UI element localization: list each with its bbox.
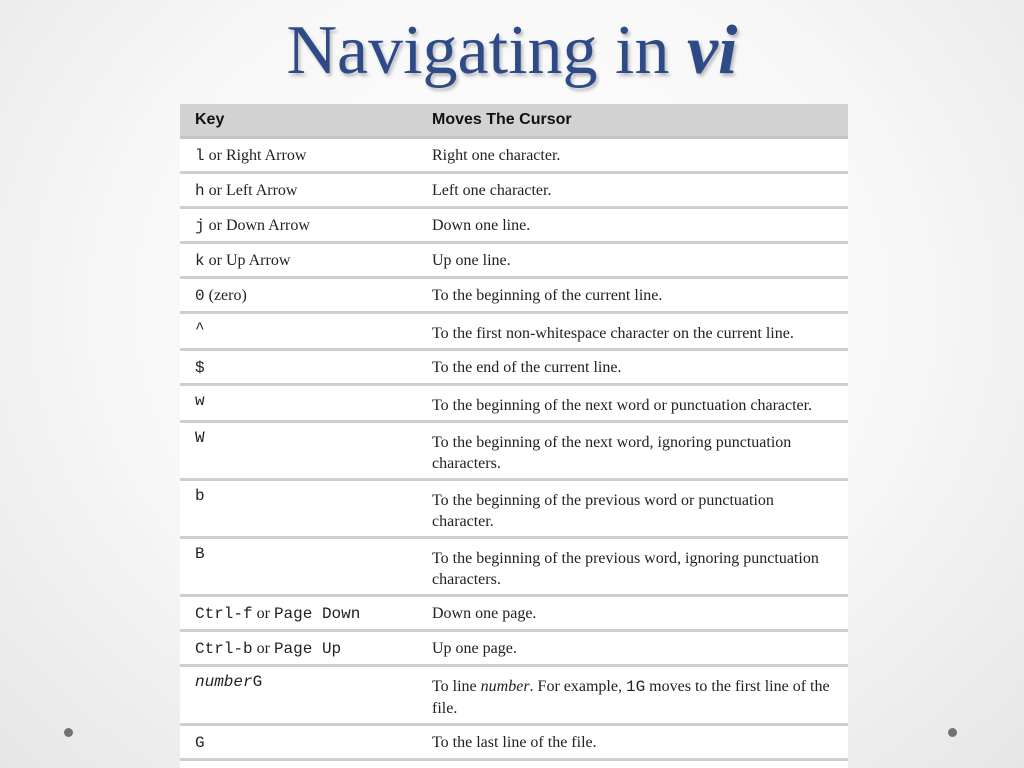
header-moves-the-cursor: Moves The Cursor — [422, 104, 848, 137]
description-text-segment: Down one line. — [432, 216, 531, 234]
table-row — [180, 277, 848, 312]
key-cell — [180, 242, 422, 277]
description-text-segment: Left one character. — [432, 181, 552, 199]
key-text-segment: or Down Arrow — [204, 216, 310, 234]
description-cell — [422, 277, 848, 312]
table-row — [180, 349, 848, 384]
description-cell — [422, 479, 848, 537]
table-row — [180, 630, 848, 665]
description-text-segment: . For example, — [529, 677, 626, 695]
description-cell — [422, 724, 848, 759]
table-row — [180, 384, 848, 421]
key-text-segment: k — [195, 251, 205, 270]
key-text-segment: (zero) — [204, 286, 247, 304]
key-text-segment: or Left Arrow — [204, 181, 298, 199]
key-text-segment: W — [195, 428, 205, 447]
key-text-segment: or — [252, 639, 274, 657]
key-cell — [180, 277, 422, 312]
description-cell — [422, 630, 848, 665]
table-row — [180, 595, 848, 630]
description-text-segment: To the first non-whitespace character on the current line. — [432, 324, 794, 342]
table-row — [180, 207, 848, 242]
key-text-segment: w — [195, 391, 205, 410]
description-text-segment: number — [480, 677, 530, 695]
description-text-segment: 1G — [625, 677, 646, 696]
key-cell — [180, 724, 422, 759]
key-text-segment: ^ — [195, 319, 205, 338]
vi-navigation-table — [180, 104, 848, 761]
table-body — [180, 137, 848, 759]
description-text-segment: To the beginning of the current line. — [432, 286, 663, 304]
table-row — [180, 479, 848, 537]
key-text-segment: h — [195, 181, 205, 200]
key-cell — [180, 421, 422, 479]
key-cell — [180, 349, 422, 384]
key-text-segment: number — [195, 672, 253, 691]
header-key: Key — [180, 104, 422, 137]
description-cell — [422, 242, 848, 277]
description-cell — [422, 312, 848, 349]
key-text-segment: $ — [195, 358, 205, 377]
key-cell — [180, 595, 422, 630]
key-text-segment: 0 — [195, 286, 205, 305]
key-text-segment: Page Down — [273, 604, 361, 623]
key-cell — [180, 137, 422, 172]
table-header-row — [180, 104, 848, 137]
table-row — [180, 137, 848, 172]
key-text-segment: G — [252, 672, 263, 691]
description-text-segment: To line — [432, 677, 481, 695]
key-cell — [180, 537, 422, 595]
key-cell — [180, 207, 422, 242]
key-text-segment: G — [195, 733, 205, 752]
key-text-segment: B — [195, 544, 205, 563]
table-row — [180, 665, 848, 724]
description-text-segment: moves to the first line of the file. — [432, 677, 830, 717]
table-row — [180, 421, 848, 479]
key-cell — [180, 479, 422, 537]
table-row — [180, 242, 848, 277]
table-row — [180, 724, 848, 759]
slide-title — [0, 8, 1024, 94]
key-text-segment: b — [195, 486, 205, 505]
title-main-text: Navigating in — [286, 12, 687, 89]
description-cell — [422, 665, 848, 724]
key-cell — [180, 665, 422, 724]
key-cell — [180, 312, 422, 349]
description-text-segment: To the last line of the file. — [432, 733, 597, 751]
key-text-segment: or — [252, 604, 274, 622]
vi-navigation-table-container — [180, 104, 848, 768]
description-cell — [422, 537, 848, 595]
key-cell — [180, 384, 422, 421]
description-text-segment: Right one character. — [432, 146, 561, 164]
table-row — [180, 312, 848, 349]
key-cell — [180, 172, 422, 207]
description-text-segment: To the beginning of the next word, ignoring punctuation characters. — [432, 433, 792, 472]
key-text-segment: l — [195, 146, 205, 165]
key-text-segment: j — [195, 216, 205, 235]
key-cell — [180, 630, 422, 665]
description-text-segment: Down one page. — [432, 604, 537, 622]
decorative-dot-right — [948, 728, 957, 737]
description-cell — [422, 207, 848, 242]
key-text-segment: Ctrl-b — [195, 639, 253, 658]
decorative-dot-left — [64, 728, 73, 737]
description-text-segment: To the beginning of the next word or punctuation character. — [432, 396, 813, 414]
title-emphasis-text: vi — [686, 12, 738, 89]
description-cell — [422, 172, 848, 207]
table-row — [180, 537, 848, 595]
description-text-segment: Up one page. — [432, 639, 517, 657]
description-cell — [422, 137, 848, 172]
description-cell — [422, 349, 848, 384]
description-text-segment: To the end of the current line. — [432, 358, 622, 376]
table-row — [180, 172, 848, 207]
description-cell — [422, 384, 848, 421]
key-text-segment: Ctrl-f — [195, 604, 253, 623]
description-cell — [422, 595, 848, 630]
key-text-segment: Page Up — [273, 639, 342, 658]
key-text-segment: or Up Arrow — [204, 251, 291, 269]
description-text-segment: Up one line. — [432, 251, 511, 269]
description-cell — [422, 421, 848, 479]
description-text-segment: To the beginning of the previous word or punctuation character. — [432, 491, 774, 530]
key-text-segment: or Right Arrow — [204, 146, 307, 164]
description-text-segment: To the beginning of the previous word, ignoring punctuation characters. — [432, 549, 819, 588]
